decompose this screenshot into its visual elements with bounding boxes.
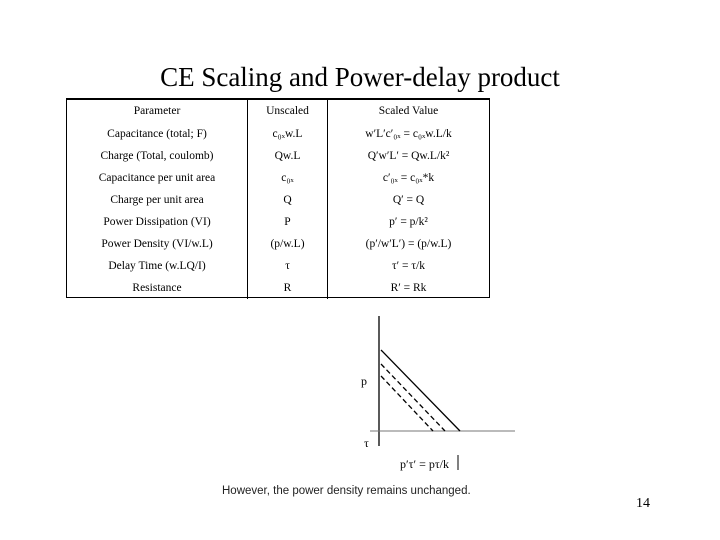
unscaled-cell: τ [248, 255, 328, 277]
scaled-value-cell: (p′/w′L′) = (p/w.L) [365, 237, 452, 250]
y-axis-label: p [361, 374, 367, 388]
table-row [67, 277, 489, 299]
scaled-value-cell: w′L′c′₀ₓ = c₀ₓw.L/k [365, 127, 452, 140]
parameter-cell: Charge per unit area [67, 189, 248, 211]
column-header-parameter: Parameter [67, 100, 248, 123]
unscaled-cell: Qw.L [248, 145, 328, 167]
relation-label: p′τ′ = pτ/k [400, 457, 449, 471]
scaled-value-cell: τ′ = τ/k [392, 259, 425, 272]
table-row [67, 123, 489, 145]
table-row [67, 233, 489, 255]
parameter-cell: Resistance [67, 277, 248, 299]
unscaled-cell: (p/w.L) [248, 233, 328, 255]
scaled-curve-2 [381, 376, 433, 431]
unscaled-cell: R [248, 277, 328, 299]
table-row [67, 145, 489, 167]
table-row [67, 211, 489, 233]
page-number: 14 [636, 496, 650, 511]
table-row [67, 167, 489, 189]
x-axis-label: τ [364, 436, 369, 450]
scaled-value-cell: Q′ = Q [392, 193, 425, 206]
slide-title: CE Scaling and Power-delay product [160, 62, 560, 92]
unscaled-cell: c₀ₓ [248, 167, 328, 189]
parameter-cell: Capacitance per unit area [67, 167, 248, 189]
scaled-value-cell: R′ = Rk [390, 281, 427, 294]
table-row [67, 255, 489, 277]
parameter-cell: Power Dissipation (VI) [67, 211, 248, 233]
power-delay-graph [340, 310, 540, 480]
scaled-value-cell: c′₀ₓ = c₀ₓ*k [382, 171, 435, 184]
parameter-cell: Delay Time (w.LQ/I) [67, 255, 248, 277]
unscaled-cell: P [248, 211, 328, 233]
scaled-value-cell: Q′w′L′ = Qw.L/k² [367, 149, 450, 162]
parameter-cell: Power Density (VI/w.L) [67, 233, 248, 255]
parameter-cell: Charge (Total, coulomb) [67, 145, 248, 167]
unscaled-curve [381, 350, 460, 431]
unscaled-cell: c₀ₓw.L [248, 123, 328, 145]
unscaled-cell: Q [248, 189, 328, 211]
parameter-cell: Capacitance (total; F) [67, 123, 248, 145]
caption: However, the power density remains unchanged. [222, 485, 471, 497]
column-header-unscaled: Unscaled [248, 100, 328, 123]
column-header-scaled-value: Scaled Value [378, 105, 439, 117]
scaling-table [66, 98, 490, 298]
table-row [67, 189, 489, 211]
table-header-row [67, 100, 489, 123]
scaled-value-cell: p′ = p/k² [389, 215, 428, 228]
scaled-curve-1 [381, 364, 445, 431]
